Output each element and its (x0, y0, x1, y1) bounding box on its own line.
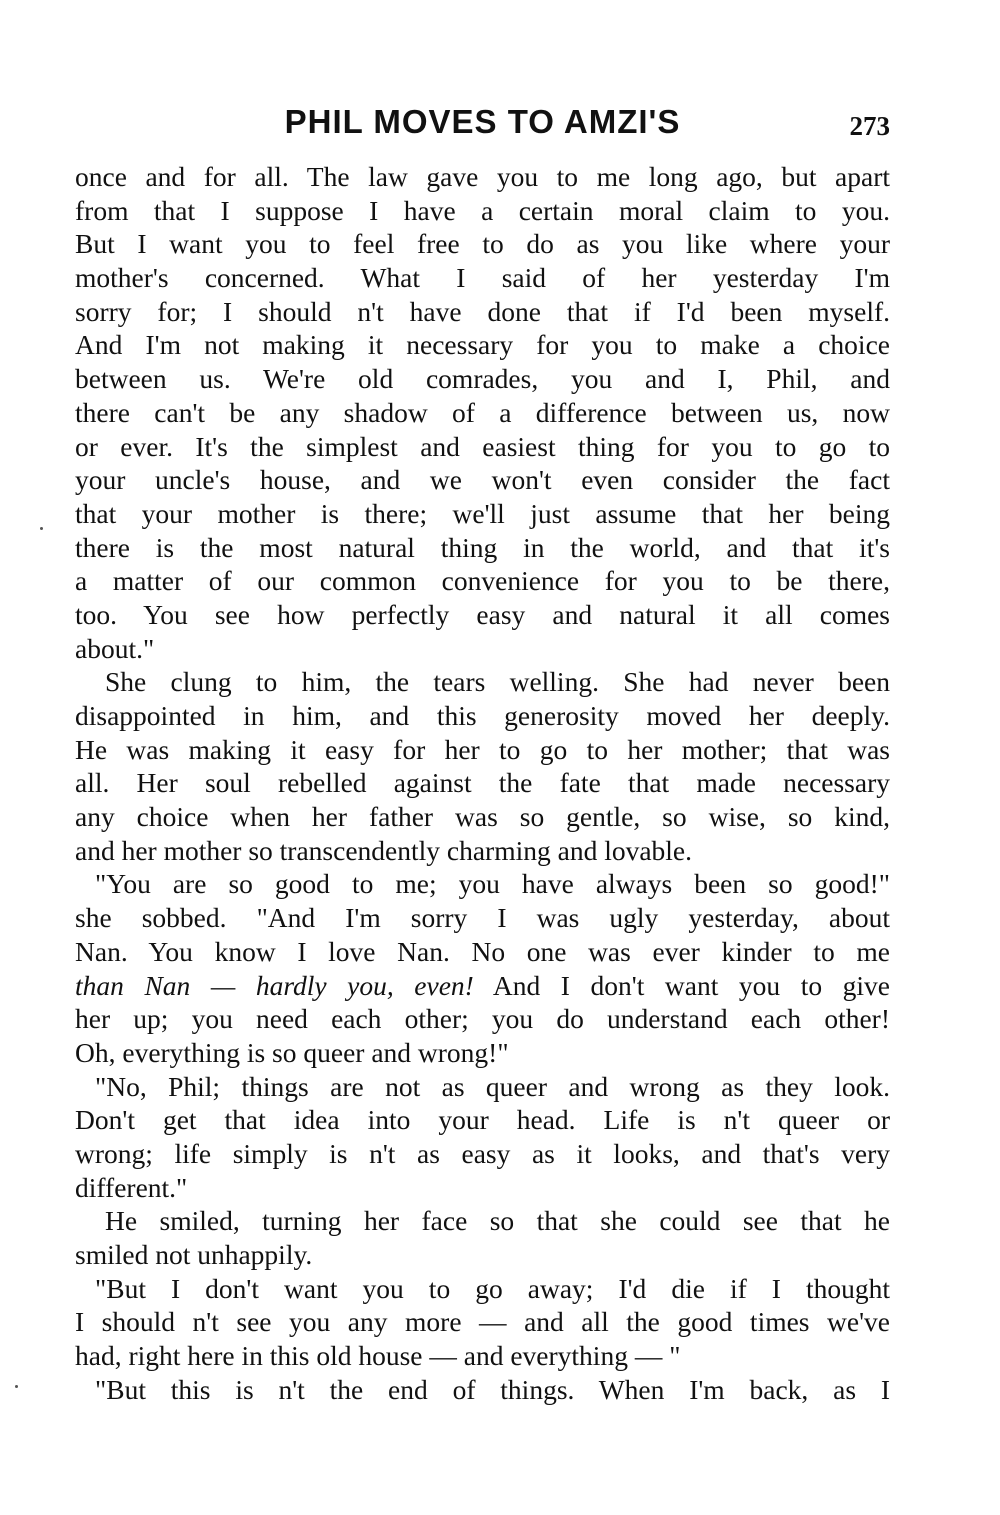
scan-speck (15, 1385, 18, 1388)
running-head (75, 98, 890, 146)
text-line: and her mother so transcendently charming and lovable. (75, 834, 693, 866)
text-line: had, right here in this old house — and everything — " (75, 1340, 681, 1372)
chapter-title: PHIL MOVES TO AMZI'S (284, 103, 681, 140)
text-line: that your mother is there; we'll just assume that her being (75, 497, 890, 529)
text-line: too. You see how perfectly easy and natural it all comes (75, 598, 890, 630)
text-line: about." (75, 632, 155, 664)
page-number: 273 (849, 111, 890, 141)
text-line: all. Her soul rebelled against the fate that made necessary (75, 767, 890, 799)
text-line: He was making it easy for her to go to her mother; that was (75, 733, 890, 765)
paragraph-start-line: "But this is n't the end of things. When I'm back, as I (95, 1373, 890, 1405)
paragraph-start-line: He smiled, turning her face so that she could see that he (105, 1205, 890, 1237)
text-line: disappointed in him, and this generosity moved her deeply. (75, 700, 890, 731)
paragraph-start-line: "But I don't want you to go away; I'd die if I thought (95, 1272, 890, 1304)
scan-speck (40, 527, 43, 530)
text-line: her up; you need each other; you do understand each other! (75, 1003, 890, 1035)
text-line: Oh, everything is so queer and wrong!" (75, 1036, 509, 1068)
text-line: between us. We're old comrades, you and I, Phil, and (75, 363, 890, 395)
paragraph-start-line: She clung to him, the tears welling. She had never been (105, 666, 890, 698)
text-line: Nan. You know I love Nan. No one was ever kinder to me (75, 935, 890, 967)
body-text (75, 160, 890, 1406)
text-line: she sobbed. "And I'm sorry I was ugly yesterday, about (75, 902, 890, 934)
text-line: And I'm not making it necessary for you to make a choice (75, 329, 890, 361)
text-line: sorry for; I should n't have done that if I'd been myself. (75, 295, 890, 327)
paragraph-start-line: "You are so good to me; you have always been so good!" (95, 868, 890, 900)
text-fragment: And I don't want you to give (492, 969, 891, 1001)
text-line: Don't get that idea into your head. Life is n't queer or (75, 1104, 890, 1136)
text-line-with-italics (75, 969, 890, 1003)
text-line: from that I suppose I have a certain moral claim to you. (75, 194, 890, 226)
text-line: smiled not unhappily. (75, 1239, 313, 1270)
text-line: your uncle's house, and we won't even consider the fact (75, 464, 890, 496)
text-line: once and for all. The law gave you to me long ago, but apart (75, 161, 890, 192)
text-line: wrong; life simply is n't as easy as it looks, and that's very (75, 1137, 890, 1169)
text-line: a matter of our common convenience for you to be there, (75, 565, 890, 597)
text-line: or ever. It's the simplest and easiest thing for you to go to (75, 430, 890, 462)
paragraph-start-line: "No, Phil; things are not as queer and wrong as they look. (95, 1070, 890, 1102)
text-line: But I want you to feel free to do as you like where your (75, 228, 890, 260)
text-line: different." (75, 1171, 188, 1203)
text-line: any choice when her father was so gentle, so wise, so kind, (75, 801, 890, 833)
italic-phrase: than Nan — hardly you, even! (75, 969, 474, 1001)
text-line: mother's concerned. What I said of her yesterday I'm (75, 262, 890, 294)
text-line: there can't be any shadow of a difference between us, now (75, 396, 890, 428)
text-line: I should n't see you any more — and all the good times we've (75, 1306, 890, 1338)
text-line: there is the most natural thing in the world, and that it's (75, 531, 890, 563)
